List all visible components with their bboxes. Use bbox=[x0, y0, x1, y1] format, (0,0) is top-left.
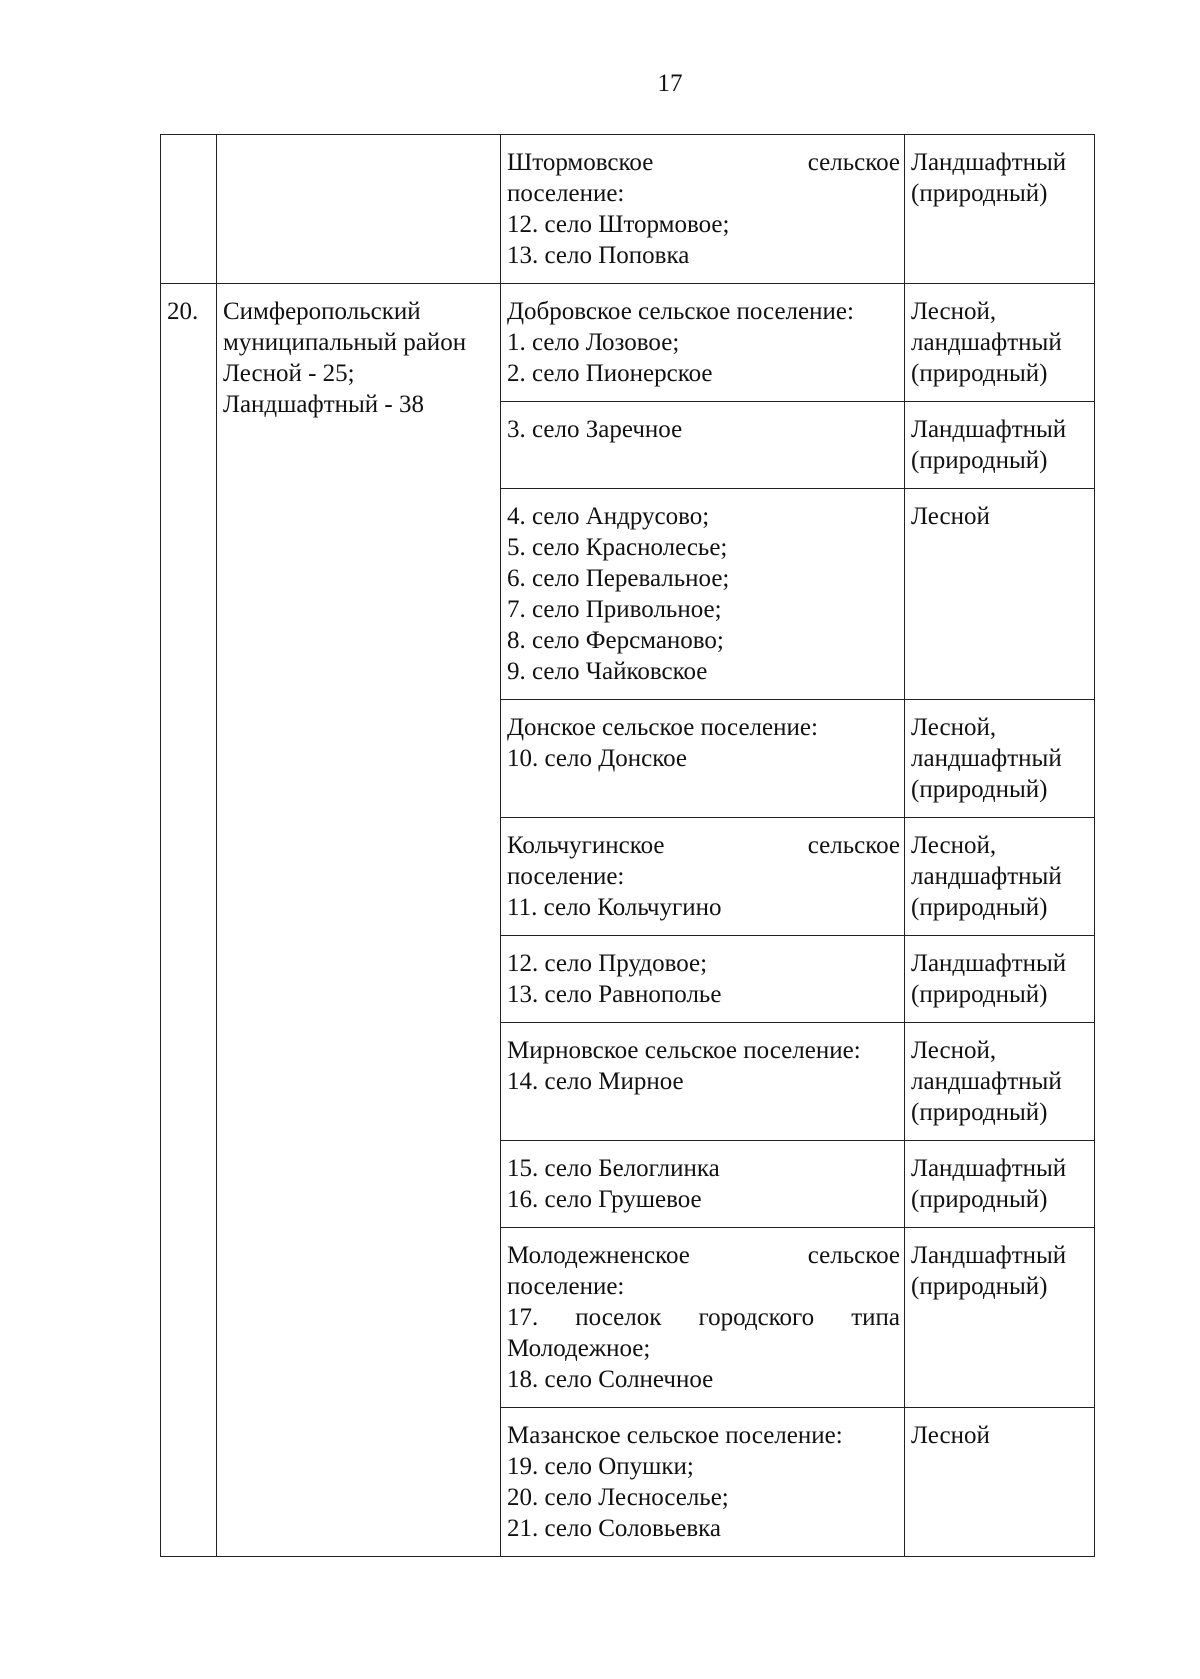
settlement-line: 13. село Поповка bbox=[507, 242, 690, 269]
type-cell: Лесной bbox=[905, 489, 1095, 700]
type-cell: Ландшафтный (природный) bbox=[905, 402, 1095, 489]
settlement-cell: Кольчугинское сельское поселение: 11. село Кольчугино bbox=[501, 818, 905, 936]
settlement-header: Мазанское сельское поселение: bbox=[507, 1422, 843, 1449]
table-row bbox=[161, 284, 1095, 402]
settlement-cell: Штормовское сельское поселение: 12. село Штормовое; 13. село Поповка bbox=[501, 135, 905, 284]
settlement-header: Молодежненское сельское bbox=[507, 1242, 900, 1269]
settlement-line: 12. село Штормовое; bbox=[507, 211, 730, 238]
settlement-header: Мирновское сельское поселение: bbox=[507, 1037, 861, 1064]
type-cell: Ландшафтный (природный) bbox=[905, 1141, 1095, 1228]
type-cell: Лесной, ландшафтный (природный) bbox=[905, 700, 1095, 818]
settlement-header: Штормовское сельское bbox=[507, 149, 900, 176]
page-number: 17 bbox=[657, 70, 683, 97]
table-row bbox=[161, 135, 1095, 284]
settlement-cell: 15. село Белоглинка 16. село Грушевое bbox=[501, 1141, 905, 1228]
type-cell: Ландшафтный (природный) bbox=[905, 1228, 1095, 1408]
settlements-table bbox=[160, 134, 1095, 1557]
row-number-cell: 20. bbox=[161, 284, 217, 1557]
settlement-cell: Мазанское сельское поселение: 19. село Опушки; 20. село Лесноселье; 21. село Соловьевка bbox=[501, 1408, 905, 1557]
district-cell bbox=[217, 135, 501, 284]
district-cell: Симферопольский муниципальный район Лесной - 25; Ландшафтный - 38 bbox=[217, 284, 501, 1557]
settlement-header: Кольчугинское сельское bbox=[507, 832, 900, 859]
type-cell: Лесной, ландшафтный (природный) bbox=[905, 818, 1095, 936]
type-cell: Лесной, ландшафтный (природный) bbox=[905, 284, 1095, 402]
settlement-header: Донское сельское поселение: bbox=[507, 714, 818, 741]
type-cell: Ландшафтный (природный) bbox=[905, 135, 1095, 284]
settlement-cell: Добровское сельское поселение: 1. село Лозовое; 2. село Пионерское bbox=[501, 284, 905, 402]
settlement-cell: Молодежненское сельское поселение: 17. поселок городского типа Молодежное; 18. село Солнечное bbox=[501, 1228, 905, 1408]
type-cell: Лесной bbox=[905, 1408, 1095, 1557]
settlement-cell: 3. село Заречное bbox=[501, 402, 905, 489]
type-cell: Ландшафтный (природный) bbox=[905, 936, 1095, 1023]
settlement-cell: Донское сельское поселение: 10. село Донское bbox=[501, 700, 905, 818]
settlement-cell: 4. село Андрусово; 5. село Краснолесье; 6. село Перевальное; 7. село Привольное; 8. село Ферсманово; 9. село Чайковское bbox=[501, 489, 905, 700]
type-cell: Лесной, ландшафтный (природный) bbox=[905, 1023, 1095, 1141]
row-number-cell bbox=[161, 135, 217, 284]
settlement-header: Добровское сельское поселение: bbox=[507, 298, 854, 325]
settlement-cell: 12. село Прудовое; 13. село Равнополье bbox=[501, 936, 905, 1023]
settlement-cell: Мирновское сельское поселение: 14. село Мирное bbox=[501, 1023, 905, 1141]
